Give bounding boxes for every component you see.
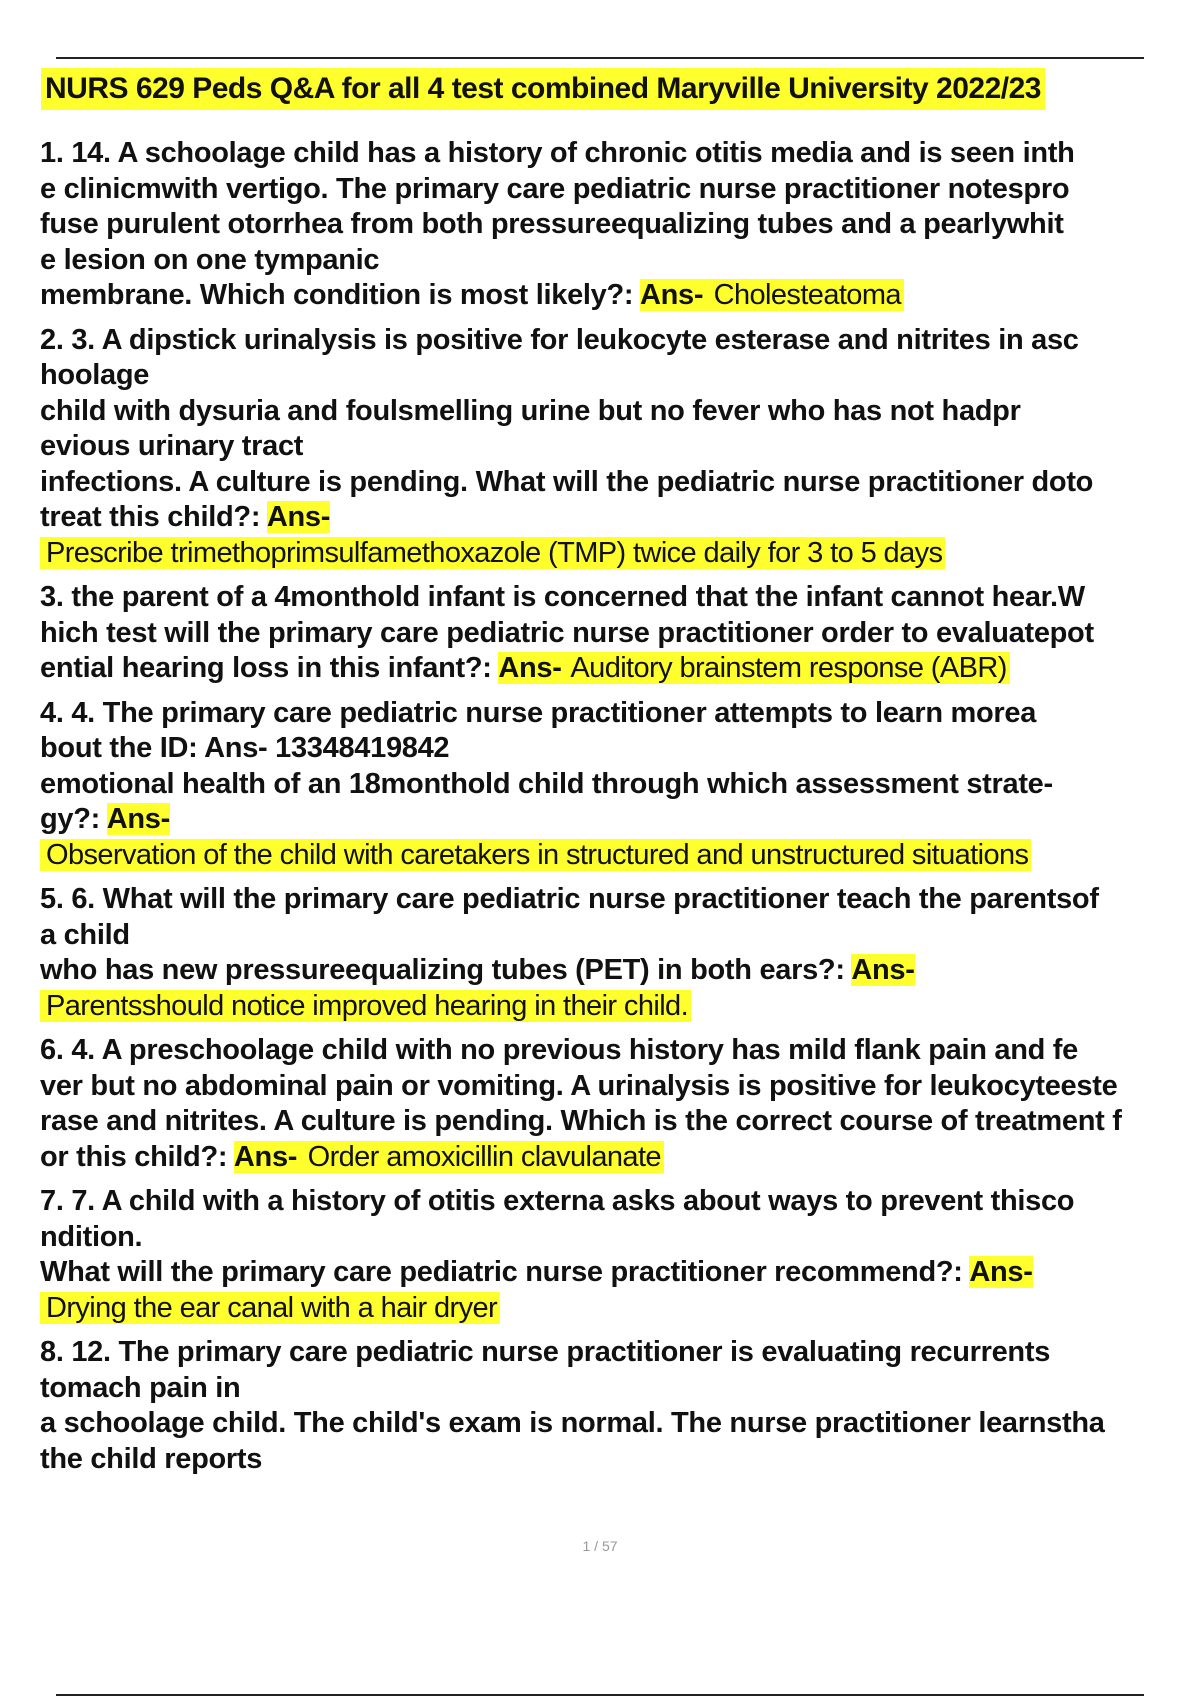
question-text: ential hearing loss in this infant?: — [40, 652, 499, 684]
question-line: rase and nitrites. A culture is pending. Which is the correct course of treatment f — [40, 1105, 1122, 1137]
question-line: the child reports — [40, 1442, 263, 1475]
question-5 — [40, 882, 1200, 1024]
answer-label: Ans- — [106, 803, 170, 835]
question-line: child with dysuria and foulsmelling urine but no fever who has not hadpr — [40, 394, 1021, 427]
question-text: What will the primary care pediatric nurse practitioner recommend?: — [40, 1256, 970, 1288]
answer-line — [40, 838, 1200, 874]
question-line: 5. 6. What will the primary care pediatric nurse practitioner teach the parentsof — [40, 883, 1099, 915]
question-7 — [40, 1184, 1200, 1326]
question-final-line — [40, 1255, 1200, 1291]
answer-text: Auditory brainstem response (ABR) — [562, 652, 1010, 684]
question-text: gy?: — [40, 803, 107, 835]
question-text: membrane. Which condition is most likely?: — [40, 279, 640, 311]
question-line: infections. A culture is pending. What will the pediatric nurse practitioner doto — [40, 465, 1094, 498]
question-line: 1. 14. A schoolage child has a history of chronic otitis media and is seen inth — [40, 137, 1075, 169]
question-text: treat this child?: — [40, 501, 267, 533]
answer-label: Ans- — [639, 279, 704, 311]
top-rule — [56, 57, 1144, 59]
question-line: tomach pain in — [40, 1371, 241, 1404]
question-line: bout the ID: Ans- 13348419842 — [40, 732, 450, 764]
answer-text: Order amoxicillin clavulanate — [297, 1141, 664, 1173]
question-line: ndition. — [40, 1220, 143, 1253]
answer-text: Observation of the child with caretakers in structured and unstructured situations — [40, 839, 1031, 871]
question-final-line — [40, 500, 1200, 536]
answer-label: Ans- — [851, 954, 915, 986]
question-line: 6. 4. A preschoolage child with no previous history has mild flank pain and fe — [40, 1034, 1078, 1066]
question-line: e clinicmwith vertigo. The primary care pediatric nurse practitioner notespro — [40, 172, 1070, 205]
question-line: 8. 12. The primary care pediatric nurse practitioner is evaluating recurrents — [40, 1336, 1051, 1368]
answer-text: Parentsshould notice improved hearing in their child. — [40, 990, 691, 1022]
answer-line — [40, 536, 1200, 572]
question-line: evious urinary tract — [40, 430, 304, 462]
question-line: 3. the parent of a 4monthold infant is concerned that the infant cannot hear.W — [40, 581, 1085, 613]
answer-label: Ans- — [233, 1140, 298, 1173]
question-line: hich test will the primary care pediatric nurse practitioner order to evaluatepot — [40, 616, 1094, 649]
question-line: hoolage — [40, 359, 150, 391]
question-6 — [40, 1033, 1200, 1175]
question-3 — [40, 580, 1200, 687]
question-line: emotional health of an 18monthold child through which assessment strate- — [40, 767, 1053, 800]
question-line: ver but no abdominal pain or vomiting. A urinalysis is positive for leukocyteeste — [40, 1069, 1118, 1102]
bottom-rule — [56, 1694, 1144, 1696]
answer-text: Drying the ear canal with a hair dryer — [40, 1292, 500, 1324]
question-final-line — [40, 651, 1200, 687]
question-line: 7. 7. A child with a history of otitis externa asks about ways to prevent thisco — [40, 1185, 1075, 1217]
question-line: e lesion on one tympanic — [40, 243, 380, 276]
answer-text: Cholesteatoma — [703, 279, 904, 311]
answer-label: Ans- — [266, 501, 331, 533]
document-title: NURS 629 Peds Q&A for all 4 test combined Maryville University 2022/23 — [41, 68, 1045, 110]
answer-text: Prescribe trimethoprimsulfamethoxazole (TMP) twice daily for 3 to 5 days — [40, 537, 945, 569]
question-line: fuse purulent otorrhea from both pressureequalizing tubes and a pearlywhit — [40, 208, 1064, 240]
question-final-line — [40, 1140, 1200, 1176]
question-1 — [40, 136, 1200, 314]
question-8 — [40, 1335, 1200, 1477]
question-final-line — [40, 802, 1200, 838]
question-4 — [40, 696, 1200, 874]
page-indicator: 1 / 57 — [582, 1538, 618, 1554]
question-text: or this child?: — [40, 1140, 234, 1173]
answer-label: Ans- — [498, 652, 562, 684]
question-final-line — [40, 953, 1200, 989]
question-line: a child — [40, 918, 130, 951]
question-line: 4. 4. The primary care pediatric nurse practitioner attempts to learn morea — [40, 696, 1037, 729]
question-2 — [40, 323, 1200, 572]
qa-list — [40, 136, 1200, 1486]
answer-line — [40, 1291, 1200, 1327]
question-final-line — [40, 278, 1200, 314]
answer-label: Ans- — [969, 1256, 1033, 1288]
question-text: who has new pressureequalizing tubes (PET) in both ears?: — [40, 954, 852, 986]
answer-line — [40, 989, 1200, 1025]
question-line: 2. 3. A dipstick urinalysis is positive for leukocyte esterase and nitrites in asc — [40, 323, 1079, 356]
question-line: a schoolage child. The child's exam is normal. The nurse practitioner learnstha — [40, 1407, 1105, 1439]
